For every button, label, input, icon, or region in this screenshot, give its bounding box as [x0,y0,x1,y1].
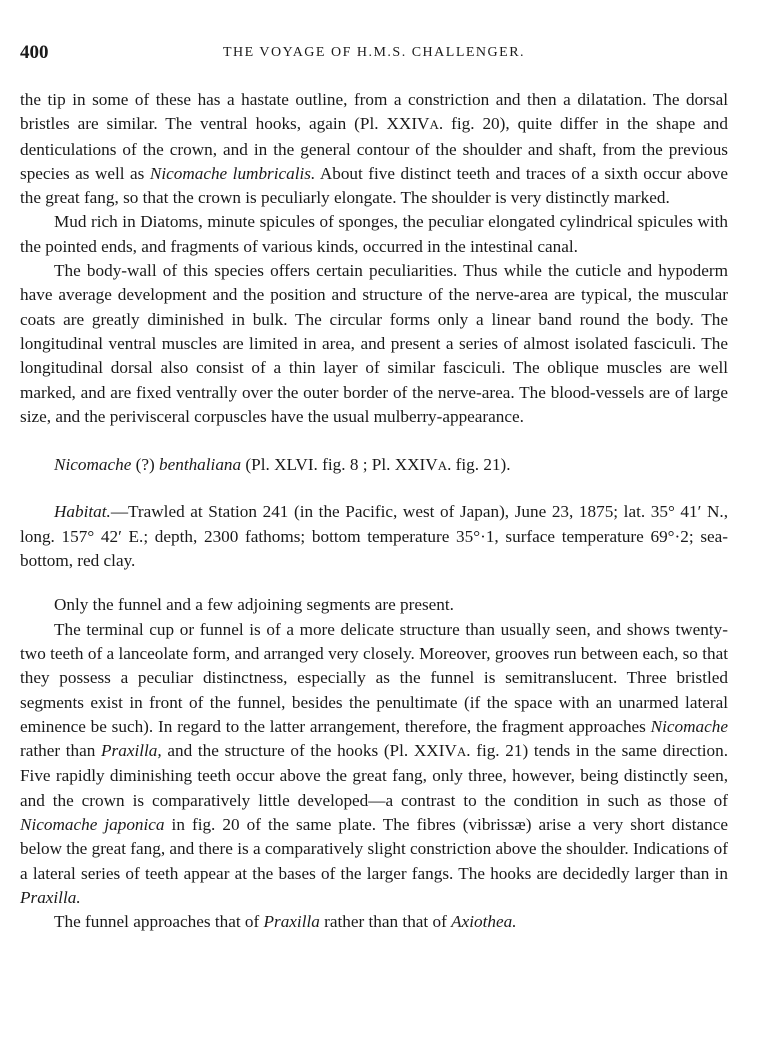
page [20,42,728,935]
habitat-paragraph: Habitat.—Trawled at Station 241 (in the Pacific, west of Japan), June 23, 1875; lat. 35° 41′ N., long. 157° 42′ E.; depth, 2300 fathoms; bottom temperature 35°·1, surface temperature 69°·2; sea-bottom, red clay. [20,502,728,571]
species-heading: Nicomache (?) benthaliana (Pl. XLVI. fig. 8 ; Pl. XXIVA. fig. 21). [54,455,511,475]
habitat-label: Habitat. [54,502,111,522]
paragraph-body-wall: The body-wall of this species offers certain peculiarities. Thus while the cuticle and hypoderm have average development and the position and structure of the nerve-area are typical, the muscular coats are greatly diminished in bulk. The circular forms only a linear band round the body. The longitudinal ventral muscles are limited in area, and present a series of almost isolated fasciculi. The longitudinal dorsal also consist of a thin layer of similar fasciculi. The oblique muscles are well marked, and are fixed ventrally over the outer border of the nerve-area. The blood-vessels are of large size, and the perivisceral corpuscles have the usual mulberry-appearance. [20,261,728,426]
paragraph-fragment: Only the funnel and a few adjoining segments are present. [54,595,454,615]
page-header [20,42,728,66]
running-title: THE VOYAGE OF H.M.S. CHALLENGER. [222,45,526,60]
paragraph-hook-description: the tip in some of these has a hastate outline, from a constriction and then a dilatation. The dorsal bristles are similar. The ventral hooks, again (Pl. XXIVA. fig. 20), quite differ in the shape and denticulations of the crown, and in the general contour of the shoulder and shaft, from the previous species as well as Nicomache lumbricalis. About five distinct teeth and traces of a sixth occur above the great fang, so that the crown is peculiarly elongate. The shoulder is very distinctly marked. [20,90,728,208]
paragraph-funnel-comparison: The funnel approaches that of Praxilla rather than that of Axiothea. [54,912,517,932]
paragraph-funnel-description: The terminal cup or funnel is of a more delicate structure than usually seen, and shows twenty-two teeth of a lanceolate form, and arranged very closely. Moreover, grooves run between each, so that they possess a peculiar distinctness, especially as the funnel is semitranslucent. Three bristled segments exist in front of the funnel, besides the penultimate (if the space with an unarmed lateral eminence be such). In regard to the latter arrangement, therefore, the fragment approaches Nicomache rather than Praxilla, and the structure of the hooks (Pl. XXIVA. fig. 21) tends in the same direction. Five rapidly diminishing teeth occur above the great fang, only three, however, being distinctly seen, and the crown is comparatively little developed—a contrast to the condition in such as those of Nicomache japonica in fig. 20 of the same plate. The fibres (vibrissæ) arise a very short distance below the great fang, and there is a comparatively slight constriction above the shoulder. Indications of a lateral series of teeth appear at the bases of the larger fangs. The hooks are decidedly larger than in Praxilla. [20,619,728,907]
paragraph-intestinal-contents: Mud rich in Diatoms, minute spicules of sponges, the peculiar elongated cylindrical spicules with the pointed ends, and fragments of various kinds, occurred in the intestinal canal. [20,212,728,256]
body-text [20,88,728,935]
page-number: 400 [20,42,49,63]
